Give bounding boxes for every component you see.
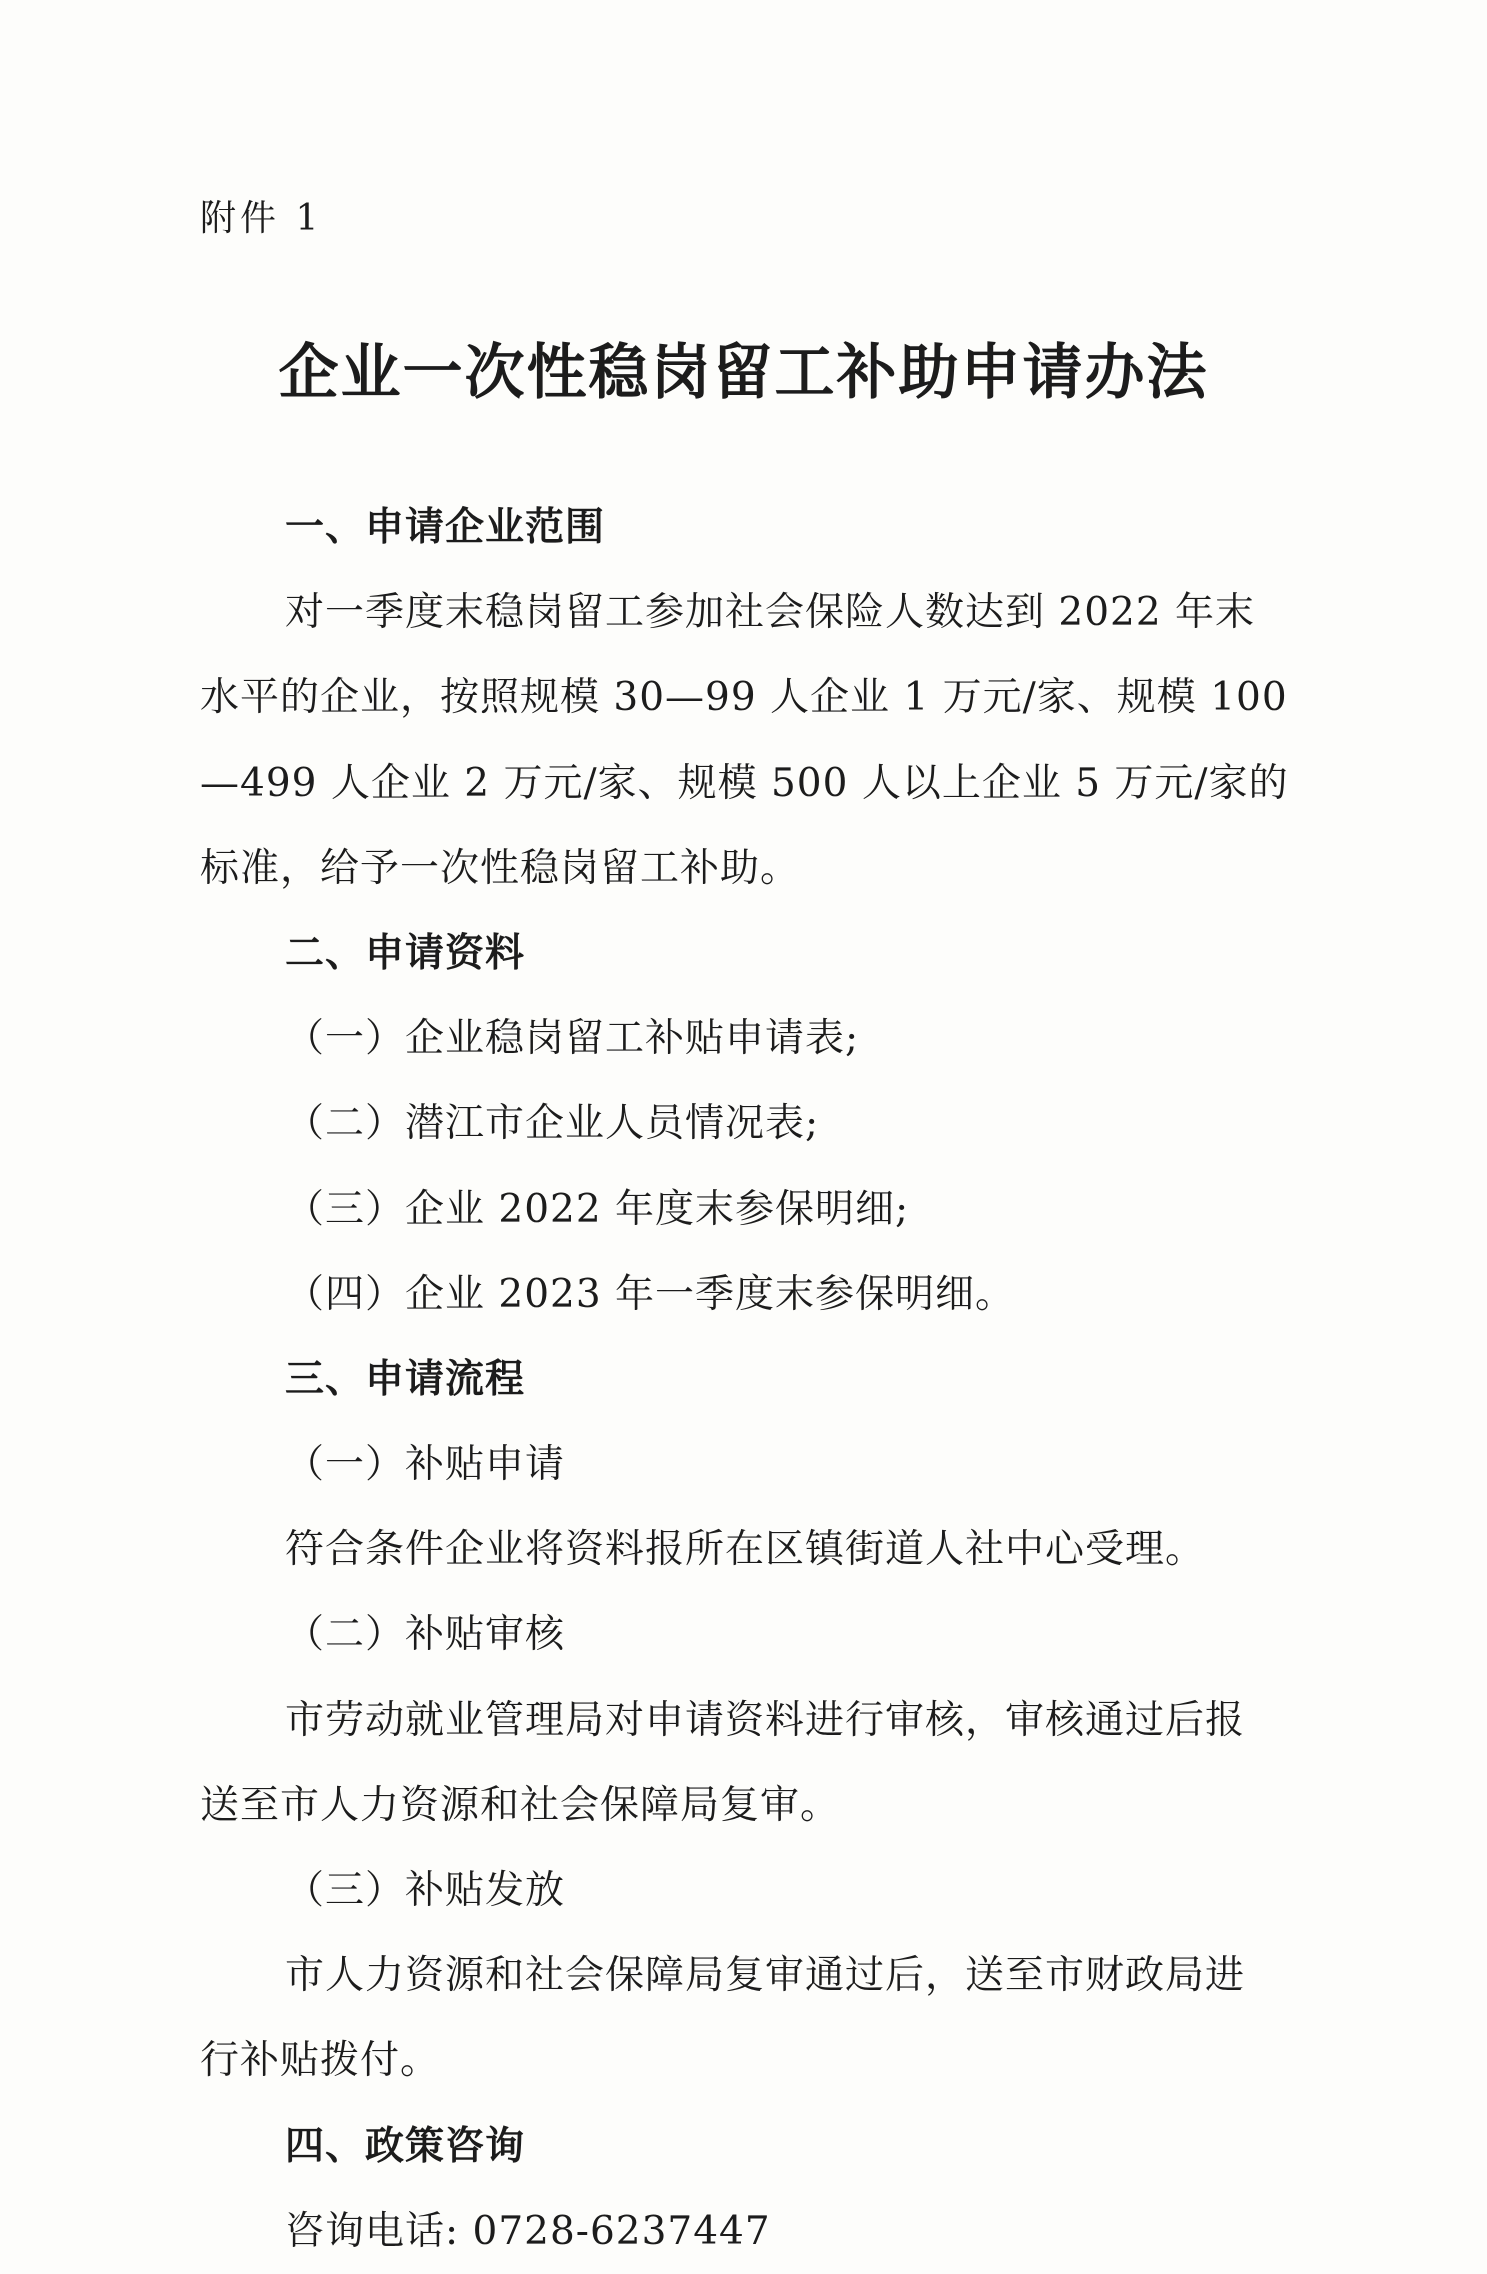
paragraph-text: 市人力资源和社会保障局复审通过后，送至市财政局进: [285, 1953, 1246, 1999]
paragraph-line: [200, 655, 1288, 740]
list-item: （四）企业 2023 年一季度末参保明细。: [285, 1271, 1016, 1317]
paragraph-text: 水平的企业，按照规模 30—99 人企业 1 万元/家、规模 100: [200, 675, 1288, 721]
subsection-title: （二）补贴审核: [285, 1612, 566, 1658]
paragraph-line: [200, 1933, 1246, 2018]
subsection-title: （三）补贴发放: [285, 1868, 566, 1913]
paragraph-line: 标准，给予一次性稳岗留工补助。: [200, 845, 801, 891]
paragraph-line: 符合条件企业将资料报所在区镇街道人社中心受理。: [285, 1527, 1206, 1573]
document-body: [200, 485, 1289, 2274]
paragraph-line: 行补贴拨付。: [200, 2038, 441, 2084]
list-item: （三）企业 2022 年度末参保明细;: [285, 1186, 910, 1232]
attachment-label: 附件 1: [200, 198, 323, 239]
paragraph-text: 对一季度末稳岗留工参加社会保险人数达到 2022 年末: [285, 590, 1256, 636]
paragraph-line: 送至市人力资源和社会保障局复审。: [200, 1782, 841, 1828]
section-4-heading: 四、政策咨询: [285, 2123, 526, 2169]
paragraph-text: —499 人企业 2 万元/家、规模 500 人以上企业 5 万元/家的: [200, 760, 1289, 806]
list-item: （一）企业稳岗留工补贴申请表;: [285, 1016, 860, 1062]
contact-phone: 咨询电话: 0728-6237447: [285, 2208, 771, 2254]
paragraph-line: [200, 1678, 1246, 1763]
section-2-heading: 二、申请资料: [285, 930, 526, 976]
paragraph-line: [200, 570, 1256, 655]
section-3-heading: 三、申请流程: [285, 1356, 526, 1402]
subsection-title: （一）补贴申请: [285, 1442, 566, 1488]
list-item: （二）潜江市企业人员情况表;: [285, 1101, 820, 1147]
section-1-heading: 一、申请企业范围: [285, 505, 606, 550]
document-title: 企业一次性稳岗留工补助申请办法: [278, 338, 1209, 408]
paragraph-text: 市劳动就业管理局对申请资料进行审核，审核通过后报: [285, 1697, 1246, 1743]
paragraph-line: [200, 741, 1289, 826]
